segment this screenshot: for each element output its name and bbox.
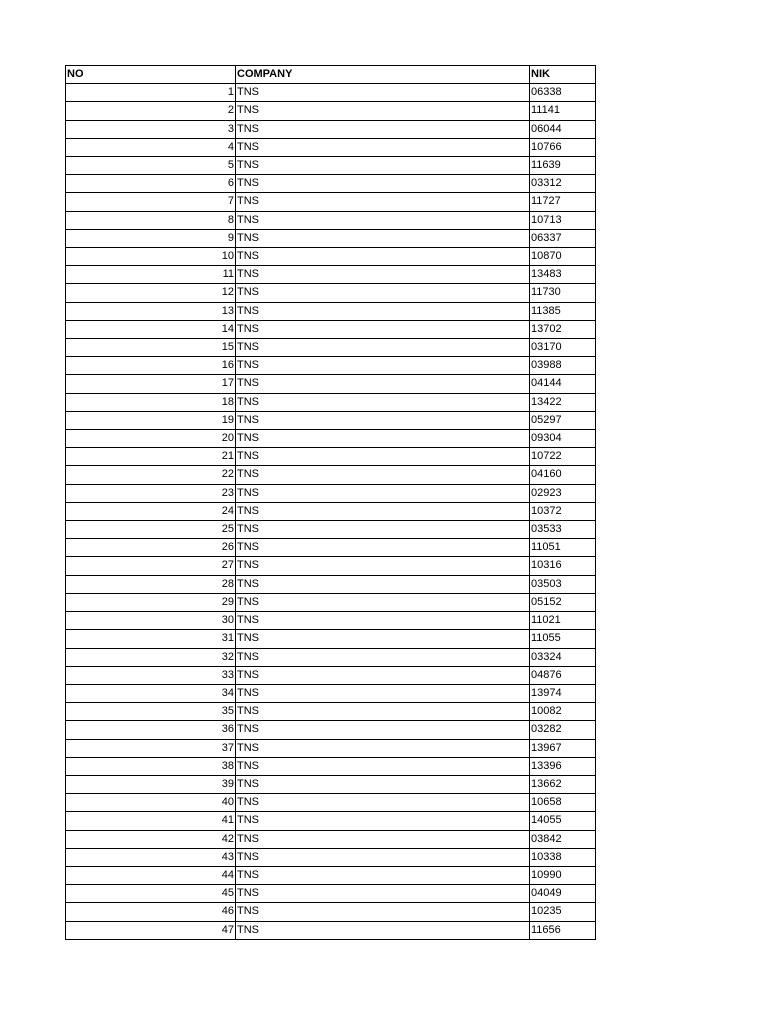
cell-company: TNS — [236, 775, 530, 793]
cell-company: TNS — [236, 302, 530, 320]
header-row — [66, 66, 596, 84]
cell-nik: 04876 — [530, 666, 596, 684]
table-row — [66, 484, 596, 502]
cell-nik: 02923 — [530, 484, 596, 502]
cell-no: 36 — [66, 721, 236, 739]
cell-company: TNS — [236, 248, 530, 266]
cell-no: 11 — [66, 266, 236, 284]
cell-no: 12 — [66, 284, 236, 302]
cell-no: 24 — [66, 502, 236, 520]
cell-nik: 10316 — [530, 557, 596, 575]
cell-nik: 03842 — [530, 830, 596, 848]
cell-no: 16 — [66, 357, 236, 375]
cell-no: 18 — [66, 393, 236, 411]
cell-company: TNS — [236, 812, 530, 830]
cell-company: TNS — [236, 830, 530, 848]
cell-nik: 13974 — [530, 684, 596, 702]
cell-company: TNS — [236, 885, 530, 903]
cell-company: TNS — [236, 138, 530, 156]
cell-nik: 11055 — [530, 630, 596, 648]
cell-company: TNS — [236, 175, 530, 193]
cell-company: TNS — [236, 703, 530, 721]
table-row — [66, 739, 596, 757]
cell-no: 32 — [66, 648, 236, 666]
cell-nik: 10766 — [530, 138, 596, 156]
cell-no: 37 — [66, 739, 236, 757]
cell-company: TNS — [236, 411, 530, 429]
cell-nik: 10082 — [530, 703, 596, 721]
cell-no: 13 — [66, 302, 236, 320]
cell-company: TNS — [236, 466, 530, 484]
cell-nik: 10235 — [530, 903, 596, 921]
cell-nik: 04049 — [530, 885, 596, 903]
table-row — [66, 903, 596, 921]
cell-nik: 11021 — [530, 612, 596, 630]
cell-company: TNS — [236, 757, 530, 775]
cell-no: 6 — [66, 175, 236, 193]
cell-no: 26 — [66, 539, 236, 557]
header-company: COMPANY — [236, 66, 530, 84]
table-body — [66, 84, 596, 940]
cell-no: 15 — [66, 339, 236, 357]
cell-nik: 10870 — [530, 248, 596, 266]
table-row — [66, 703, 596, 721]
table-row — [66, 684, 596, 702]
cell-nik: 11656 — [530, 921, 596, 939]
cell-nik: 05297 — [530, 411, 596, 429]
cell-nik: 03282 — [530, 721, 596, 739]
cell-nik: 13967 — [530, 739, 596, 757]
cell-no: 9 — [66, 229, 236, 247]
cell-nik: 10338 — [530, 848, 596, 866]
table-row — [66, 175, 596, 193]
cell-company: TNS — [236, 612, 530, 630]
cell-company: TNS — [236, 575, 530, 593]
cell-company: TNS — [236, 84, 530, 102]
cell-nik: 10990 — [530, 866, 596, 884]
cell-company: TNS — [236, 484, 530, 502]
cell-company: TNS — [236, 211, 530, 229]
cell-company: TNS — [236, 430, 530, 448]
table-row — [66, 593, 596, 611]
cell-nik: 13422 — [530, 393, 596, 411]
cell-nik: 09304 — [530, 430, 596, 448]
table-row — [66, 666, 596, 684]
cell-company: TNS — [236, 284, 530, 302]
header-nik: NIK — [530, 66, 596, 84]
cell-no: 30 — [66, 612, 236, 630]
table-row — [66, 138, 596, 156]
cell-company: TNS — [236, 102, 530, 120]
cell-no: 5 — [66, 157, 236, 175]
cell-nik: 03533 — [530, 521, 596, 539]
cell-no: 31 — [66, 630, 236, 648]
table-row — [66, 830, 596, 848]
cell-no: 42 — [66, 830, 236, 848]
table-row — [66, 448, 596, 466]
cell-nik: 11639 — [530, 157, 596, 175]
table-row — [66, 539, 596, 557]
cell-no: 35 — [66, 703, 236, 721]
table-row — [66, 375, 596, 393]
table-row — [66, 430, 596, 448]
cell-no: 3 — [66, 120, 236, 138]
cell-nik: 10372 — [530, 502, 596, 520]
cell-nik: 11727 — [530, 193, 596, 211]
table-row — [66, 102, 596, 120]
cell-company: TNS — [236, 557, 530, 575]
table-row — [66, 721, 596, 739]
table-row — [66, 84, 596, 102]
table-row — [66, 630, 596, 648]
cell-company: TNS — [236, 229, 530, 247]
table-row — [66, 521, 596, 539]
cell-nik: 03324 — [530, 648, 596, 666]
cell-no: 34 — [66, 684, 236, 702]
cell-company: TNS — [236, 921, 530, 939]
cell-company: TNS — [236, 866, 530, 884]
employee-table — [65, 65, 596, 940]
cell-company: TNS — [236, 120, 530, 138]
cell-company: TNS — [236, 393, 530, 411]
cell-no: 39 — [66, 775, 236, 793]
cell-company: TNS — [236, 794, 530, 812]
table-row — [66, 921, 596, 939]
table-row — [66, 357, 596, 375]
table-row — [66, 812, 596, 830]
table-row — [66, 848, 596, 866]
cell-no: 10 — [66, 248, 236, 266]
cell-no: 28 — [66, 575, 236, 593]
table-row — [66, 866, 596, 884]
cell-no: 43 — [66, 848, 236, 866]
cell-no: 21 — [66, 448, 236, 466]
table-row — [66, 557, 596, 575]
table-row — [66, 794, 596, 812]
cell-company: TNS — [236, 357, 530, 375]
cell-company: TNS — [236, 666, 530, 684]
table-row — [66, 266, 596, 284]
header-no: NO — [66, 66, 236, 84]
cell-nik: 03988 — [530, 357, 596, 375]
cell-no: 2 — [66, 102, 236, 120]
cell-company: TNS — [236, 593, 530, 611]
cell-nik: 10658 — [530, 794, 596, 812]
table-row — [66, 612, 596, 630]
cell-no: 38 — [66, 757, 236, 775]
cell-no: 41 — [66, 812, 236, 830]
cell-company: TNS — [236, 684, 530, 702]
cell-nik: 03170 — [530, 339, 596, 357]
cell-nik: 03312 — [530, 175, 596, 193]
cell-nik: 10713 — [530, 211, 596, 229]
cell-no: 14 — [66, 320, 236, 338]
table-row — [66, 393, 596, 411]
cell-nik: 06338 — [530, 84, 596, 102]
cell-nik: 14055 — [530, 812, 596, 830]
cell-company: TNS — [236, 521, 530, 539]
table-row — [66, 466, 596, 484]
cell-nik: 13662 — [530, 775, 596, 793]
table-row — [66, 339, 596, 357]
cell-no: 46 — [66, 903, 236, 921]
cell-no: 25 — [66, 521, 236, 539]
table-row — [66, 120, 596, 138]
table-row — [66, 248, 596, 266]
cell-company: TNS — [236, 375, 530, 393]
cell-nik: 05152 — [530, 593, 596, 611]
cell-company: TNS — [236, 502, 530, 520]
cell-company: TNS — [236, 648, 530, 666]
cell-nik: 06337 — [530, 229, 596, 247]
table-row — [66, 648, 596, 666]
table-row — [66, 229, 596, 247]
table-row — [66, 302, 596, 320]
table-row — [66, 157, 596, 175]
cell-company: TNS — [236, 266, 530, 284]
cell-no: 22 — [66, 466, 236, 484]
cell-nik: 04144 — [530, 375, 596, 393]
cell-no: 40 — [66, 794, 236, 812]
cell-no: 8 — [66, 211, 236, 229]
table-row — [66, 757, 596, 775]
cell-company: TNS — [236, 630, 530, 648]
table-row — [66, 775, 596, 793]
cell-nik: 03503 — [530, 575, 596, 593]
cell-nik: 10722 — [530, 448, 596, 466]
cell-nik: 04160 — [530, 466, 596, 484]
cell-no: 23 — [66, 484, 236, 502]
cell-company: TNS — [236, 157, 530, 175]
cell-company: TNS — [236, 193, 530, 211]
cell-nik: 11141 — [530, 102, 596, 120]
cell-company: TNS — [236, 903, 530, 921]
cell-no: 1 — [66, 84, 236, 102]
table-row — [66, 211, 596, 229]
cell-company: TNS — [236, 539, 530, 557]
cell-company: TNS — [236, 721, 530, 739]
cell-no: 33 — [66, 666, 236, 684]
table-row — [66, 575, 596, 593]
cell-nik: 13483 — [530, 266, 596, 284]
cell-no: 27 — [66, 557, 236, 575]
table-row — [66, 502, 596, 520]
table-row — [66, 284, 596, 302]
cell-no: 20 — [66, 430, 236, 448]
cell-no: 19 — [66, 411, 236, 429]
table-row — [66, 411, 596, 429]
table-row — [66, 885, 596, 903]
table-row — [66, 193, 596, 211]
cell-nik: 11385 — [530, 302, 596, 320]
cell-company: TNS — [236, 848, 530, 866]
cell-company: TNS — [236, 339, 530, 357]
cell-company: TNS — [236, 320, 530, 338]
cell-nik: 13396 — [530, 757, 596, 775]
cell-nik: 06044 — [530, 120, 596, 138]
cell-company: TNS — [236, 739, 530, 757]
table-row — [66, 320, 596, 338]
cell-nik: 11051 — [530, 539, 596, 557]
cell-no: 45 — [66, 885, 236, 903]
cell-no: 17 — [66, 375, 236, 393]
cell-no: 47 — [66, 921, 236, 939]
cell-no: 44 — [66, 866, 236, 884]
cell-no: 4 — [66, 138, 236, 156]
cell-no: 7 — [66, 193, 236, 211]
cell-nik: 11730 — [530, 284, 596, 302]
cell-no: 29 — [66, 593, 236, 611]
cell-nik: 13702 — [530, 320, 596, 338]
cell-company: TNS — [236, 448, 530, 466]
